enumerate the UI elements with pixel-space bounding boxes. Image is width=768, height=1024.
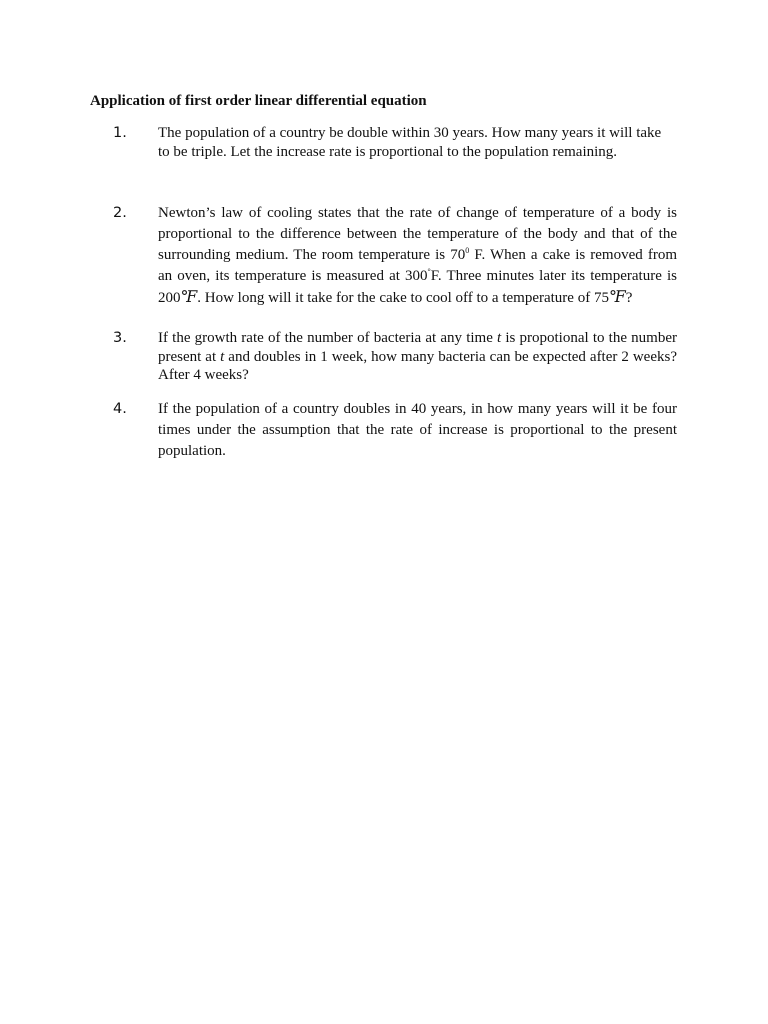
question-number: 3. <box>113 330 127 346</box>
math-variable: t <box>220 348 225 365</box>
question-text-segment: F. When a cake is removed from an oven, its temperature is measured at 300 <box>158 247 677 284</box>
question-text <box>158 203 677 309</box>
question-number: 2. <box>113 205 127 221</box>
question-number: 1. <box>113 125 127 141</box>
question-text: If the population of a country doubles in 40 years, in how many years will it be four times under the assumption that the rate of increase is proportional to the present population. <box>158 401 677 459</box>
superscript-degree: ° <box>427 267 431 276</box>
question-text <box>158 329 677 385</box>
question-text-segment: is propotional to the number present at <box>158 330 677 365</box>
question-text-segment: F. Three minutes later its temperature is 200 <box>158 268 677 306</box>
question-text: The population of a country be double within 30 years. How many years it will take to be triple. Let the increase rate is proportional to the population remaining. <box>158 125 662 160</box>
superscript-degree: 0 <box>465 246 470 255</box>
question-number: 4. <box>113 401 127 417</box>
question-text-segment: . How long will it take for the cake to cool off to a temperature of 75 <box>197 290 609 306</box>
math-variable: t <box>497 330 502 346</box>
fahrenheit-unit: ℉ <box>180 289 198 306</box>
question-text-segment: and doubles in 1 week, how many bacteria can be expected after 2 weeks? After 4 weeks? <box>158 348 677 383</box>
question-text-segment: Newton’s law of cooling states that the rate of change of temperature of a body is proportional to the difference between the temperature of the body and that of the surrounding medium. The room temperature is 70 <box>158 205 677 263</box>
fahrenheit-unit: ℉ <box>608 289 626 306</box>
question-text-segment: ? <box>625 290 633 306</box>
document-title: Application of first order linear differential equation <box>90 93 427 109</box>
question-text-segment: If the growth rate of the number of bacteria at any time <box>158 330 498 346</box>
